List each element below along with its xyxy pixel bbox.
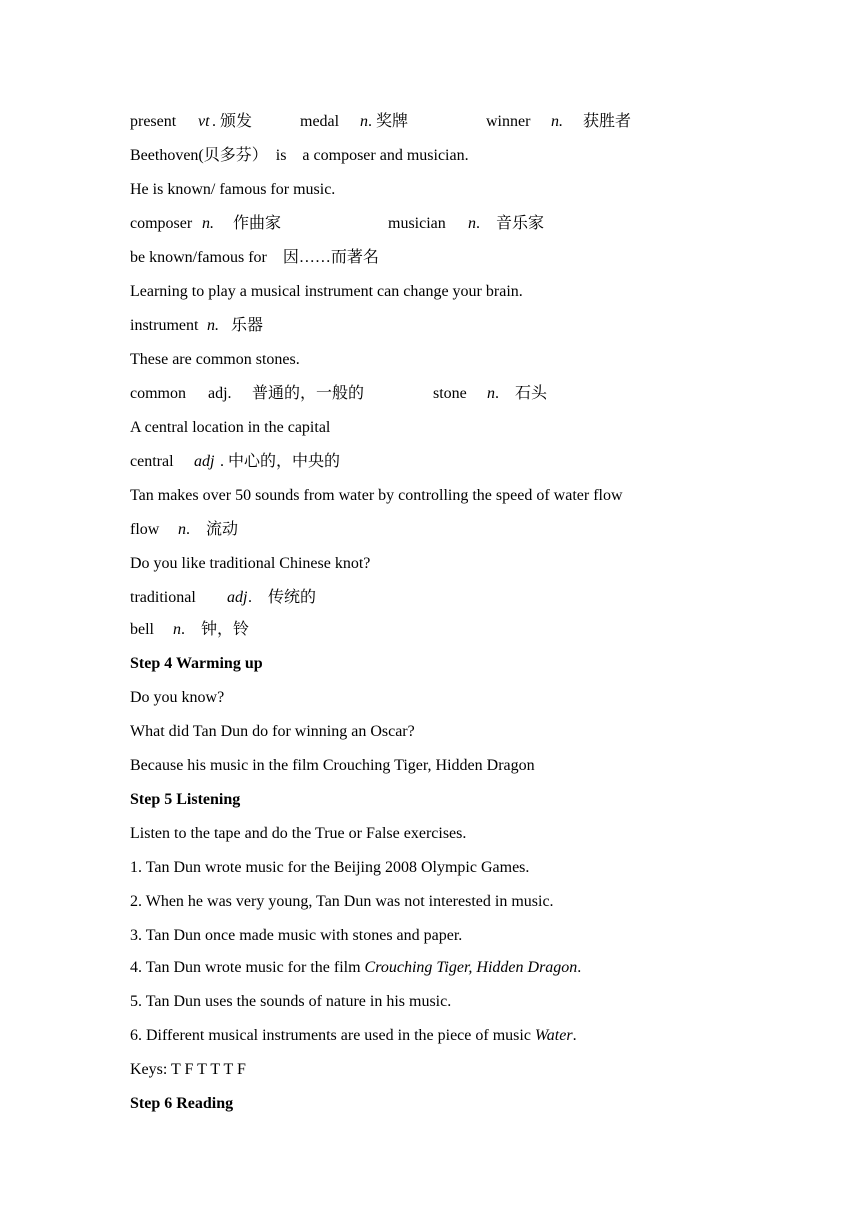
vocab-line-present-medal-winner <box>130 112 730 132</box>
exercise-item-3: 3. Tan Dun once made music with stones and paper. <box>130 927 463 944</box>
instruction-listen: Listen to the tape and do the True or False exercises. <box>130 825 467 842</box>
answer-keys: Keys: T F T T T F <box>130 1061 246 1078</box>
vocab-word-winner: winner <box>486 113 531 130</box>
sentence-do-you-know: Do you know? <box>130 689 225 706</box>
phrase-be-known: be known/famous for 因……而著名 <box>130 249 379 266</box>
vocab-line-common-stone <box>130 384 630 404</box>
vocab-line-traditional <box>130 588 430 608</box>
vocab-pos: n <box>468 215 476 232</box>
vocab-word-composer: composer <box>130 215 197 232</box>
music-title: Water <box>534 1027 573 1044</box>
exercise-item-1: 1. Tan Dun wrote music for the Beijing 2008 Olympic Games. <box>130 859 530 876</box>
exercise-text: 6. Different musical instruments are used in the piece of music <box>130 1027 535 1044</box>
vocab-pos: adj <box>194 453 215 470</box>
section-heading-step6: Step 6 Reading <box>130 1095 234 1112</box>
vocab-word-bell: bell <box>130 621 154 638</box>
question-oscar: What did Tan Dun do for winning an Oscar? <box>130 723 415 740</box>
vocab-line-central <box>130 452 430 472</box>
vocab-pos: n. <box>551 113 563 130</box>
vocab-definition: . 石头 <box>495 385 548 402</box>
vocab-line-flow <box>130 520 330 540</box>
vocab-word-instrument: instrument <box>130 317 203 334</box>
vocab-pos: n <box>178 521 186 538</box>
vocab-definition: . 颁发 <box>212 113 253 130</box>
vocab-pos: adj. <box>208 385 232 402</box>
exercise-item-6 <box>130 1026 577 1046</box>
vocab-definition: . 钟，铃 <box>181 621 250 638</box>
vocab-pos: n <box>360 113 368 130</box>
sentence-central-location: A central location in the capital <box>130 419 331 436</box>
section-heading-step5: Step 5 Listening <box>130 791 241 808</box>
vocab-definition: . 奖牌 <box>368 113 409 130</box>
vocab-word-present: present <box>130 113 177 130</box>
exercise-item-4 <box>130 958 581 978</box>
answer-because: Because his music in the film Crouching Tiger, Hidden Dragon <box>130 757 535 774</box>
vocab-definition: . 流动 <box>186 521 239 538</box>
exercise-item-5: 5. Tan Dun uses the sounds of nature in his music. <box>130 993 452 1010</box>
sentence-stones: These are common stones. <box>130 351 300 368</box>
vocab-word-medal: medal <box>300 113 340 130</box>
vocab-definition: . 传统的 <box>248 589 317 606</box>
film-title: Crouching Tiger, Hidden Dragon <box>364 959 578 976</box>
vocab-definition: 获胜者 <box>583 113 632 130</box>
vocab-word-flow: flow <box>130 521 160 538</box>
vocab-word-musician: musician <box>388 215 446 232</box>
vocab-word-central: central <box>130 453 174 470</box>
vocab-word-traditional: traditional <box>130 589 196 606</box>
vocab-line-composer-musician <box>130 214 630 234</box>
exercise-punctuation: . <box>572 1027 577 1044</box>
vocab-pos: adj <box>227 589 248 606</box>
sentence-tan-makes: Tan makes over 50 sounds from water by controlling the speed of water flow <box>130 487 623 504</box>
vocab-pos: vt <box>198 113 210 130</box>
vocab-definition: 作曲家 <box>233 215 282 232</box>
sentence-chinese-knot: Do you like traditional Chinese knot? <box>130 555 371 572</box>
vocab-definition: . 中心的，中央的 <box>220 453 341 470</box>
vocab-line-bell <box>130 620 330 640</box>
vocab-pos: n <box>173 621 181 638</box>
exercise-text: 4. Tan Dun wrote music for the film <box>130 959 365 976</box>
vocab-definition: 乐器 <box>231 317 264 334</box>
vocab-definition: 普通的，一般的 <box>252 385 365 402</box>
sentence-known-famous: He is known/ famous for music. <box>130 181 336 198</box>
sentence-beethoven: Beethoven(贝多芬） is a composer and musician. <box>130 147 469 164</box>
vocab-pos: n. <box>207 317 219 334</box>
exercise-item-2: 2. When he was very young, Tan Dun was not interested in music. <box>130 893 554 910</box>
vocab-word-common: common <box>130 385 186 402</box>
vocab-definition: . 音乐家 <box>476 215 545 232</box>
exercise-punctuation: . <box>577 959 582 976</box>
vocab-pos: n <box>487 385 495 402</box>
vocab-pos: n. <box>202 215 214 232</box>
section-heading-step4: Step 4 Warming up <box>130 655 263 672</box>
sentence-learning: Learning to play a musical instrument can change your brain. <box>130 283 523 300</box>
vocab-word-stone: stone <box>433 385 467 402</box>
vocab-line-instrument <box>130 316 430 336</box>
